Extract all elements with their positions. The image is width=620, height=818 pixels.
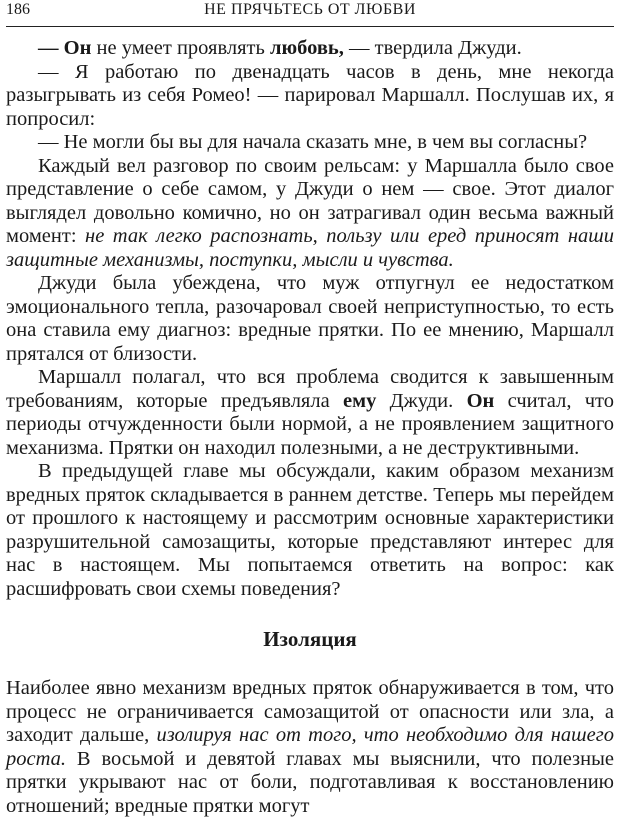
text-segment-normal: Каждый вел разговор по своим рельсам: у Маршалла было свое представление о себе самом, у Джуди о нем — свое. Этот диалог выглядел довольно комично, но он затрагивал один весьма важный момент: bbox=[6, 154, 614, 247]
text-segment-normal: считал, что периоды отчужденности были нормой, а не проявлением защитного механизма. Прятки он находил полезными, а не деструктивными. bbox=[6, 389, 614, 459]
text-segment-normal: Джуди. bbox=[376, 389, 467, 412]
paragraph bbox=[6, 366, 614, 460]
paragraph bbox=[6, 61, 614, 132]
page-header bbox=[6, 0, 614, 27]
body-text bbox=[6, 37, 614, 818]
text-segment-normal: не умеет проявлять bbox=[91, 37, 270, 59]
paragraphs-after-heading bbox=[6, 677, 614, 818]
text-segment-normal: Джуди была убеждена, что муж отпугнул ее недостатком эмоционального тепла, разочаровал своей неприступностью, то есть она ставила ему диагноз: вредные прятки. По ее мнению, Маршалл прятался от близости. bbox=[6, 272, 614, 365]
paragraph bbox=[6, 37, 614, 61]
text-segment-bold: Он bbox=[466, 389, 495, 412]
text-segment-normal: — Не могли бы вы для начала сказать мне, в чем вы согласны? bbox=[38, 131, 588, 153]
page-number: 186 bbox=[6, 1, 30, 18]
text-segment-normal: — Я работаю по двенадцать часов в день, мне некогда разыгрывать из себя Ромео! — парировал Маршалл. Послушав их, я попросил: bbox=[6, 60, 614, 130]
text-segment-italic: не так легко распознать, пользу или еред приносят наши защитные механизмы, поступки, мысли и чувства. bbox=[6, 225, 614, 271]
text-segment-bold: любовь, bbox=[269, 37, 344, 59]
paragraphs-before-heading bbox=[6, 37, 614, 601]
text-segment-italic: изолируя нас от того, что необходимо для нашего роста. bbox=[6, 724, 614, 770]
text-segment-normal: Маршалл полагал, что вся проблема сводится к завышенным требованиям, которые предъявляла bbox=[6, 366, 614, 412]
book-page bbox=[6, 0, 614, 818]
paragraph bbox=[6, 460, 614, 601]
text-segment-normal: — твердила Джуди. bbox=[343, 37, 522, 59]
paragraph bbox=[6, 677, 614, 818]
running-title: НЕ ПРЯЧЬТЕСЬ ОТ ЛЮБВИ bbox=[204, 1, 416, 18]
paragraph bbox=[6, 131, 614, 155]
text-segment-normal: В восьмой и девятой главах мы выяснили, что полезные прятки укрывают нас от боли, подготавливая к восстановлению отношений; вредные прятки могут bbox=[6, 747, 614, 817]
text-segment-normal: Наиболее явно механизм вредных пряток обнаруживается в том, что процесс не ограничивается самозащитой от опасности или зла, а заходит дальше, bbox=[6, 677, 614, 746]
paragraph bbox=[6, 272, 614, 366]
text-segment-bold: — Он bbox=[38, 37, 92, 59]
section-heading: Изоляция bbox=[263, 627, 357, 651]
paragraph bbox=[6, 155, 614, 273]
text-segment-normal: В предыдущей главе мы обсуждали, каким образом механизм вредных пряток складывается в раннем детстве. Теперь мы перейдем от прошлого к настоящему и рассмотрим основные характеристики разрушительной самозащиты, которые представляют интерес для нас в настоящем. Мы попытаемся ответить на вопрос: как расшифровать свои схемы поведения? bbox=[6, 460, 614, 600]
text-segment-bold: ему bbox=[343, 389, 377, 412]
